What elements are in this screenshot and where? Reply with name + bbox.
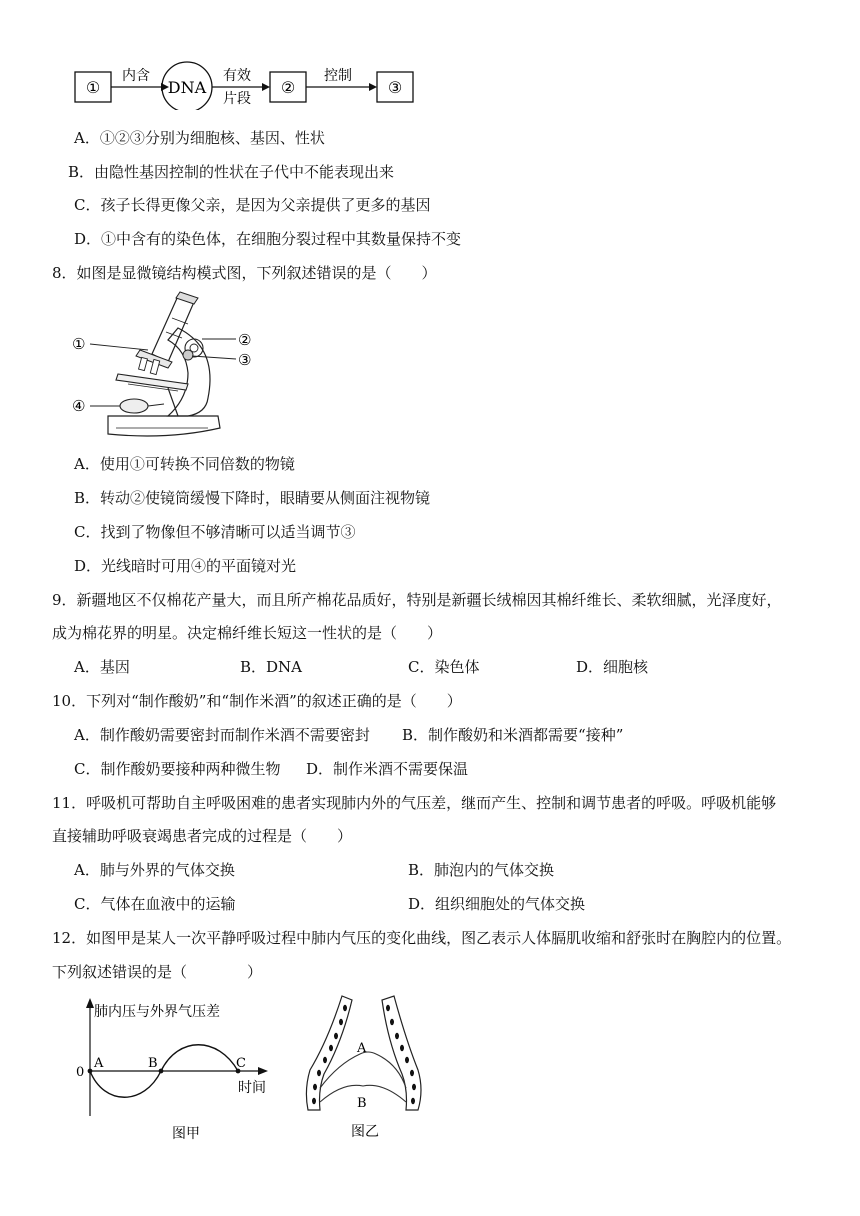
q7-option-b: B．由隐性基因控制的性状在子代中不能表现出来 [68,163,395,181]
q8-option-b: B．转动②使镜筒缓慢下降时，眼睛要从侧面注视物镜 [74,489,431,507]
q12-stem-line1: 12．如图甲是某人一次平静呼吸过程中肺内气压的变化曲线，图乙表示人体膈肌收缩和舒张时在胸腔内的位置。 [52,929,792,947]
graph-point-b: B [148,1056,158,1071]
graph-point-c: C [236,1056,246,1071]
q11-stem-line1: 11．呼吸机可帮助自主呼吸困难的患者实现肺内外的气压差，继而产生、控制和调节患者的呼吸。呼吸机能够 [52,794,777,812]
microscope-label-4: ④ [72,397,86,415]
q8-stem: 8．如图是显微镜结构模式图，下列叙述错误的是（ ） [52,264,437,282]
q12-stem-line2: 下列叙述错误的是（ ） [52,963,263,981]
q7-option-d: D．①中含有的染色体，在细胞分裂过程中其数量保持不变 [74,230,462,248]
q11-stem-line2: 直接辅助呼吸衰竭患者完成的过程是（ ） [52,827,353,845]
q10-stem: 10．下列对“制作酸奶”和“制作米酒”的叙述正确的是（ ） [52,692,462,710]
q11-option-c: C．气体在血液中的运输 [74,895,236,913]
q11-option-b: B．肺泡内的气体交换 [408,861,555,879]
q11-option-d: D．组织细胞处的气体交换 [408,895,586,913]
q10-option-a: A．制作酸奶需要密封而制作米酒不需要密封 [74,726,370,744]
q9-option-c: C．染色体 [408,658,480,676]
thorax-label-b: B [357,1096,367,1111]
flow-label-effective: 有效 [223,68,251,84]
graph-caption: 图甲 [172,1126,200,1142]
flow-label-control: 控制 [324,68,352,84]
thorax-caption: 图乙 [351,1124,379,1140]
q10-option-d: D．制作米酒不需要保温 [306,760,469,778]
q8-option-d: D．光线暗时可用④的平面镜对光 [74,557,297,575]
flow-diagram [60,58,440,110]
q8-option-c: C．找到了物像但不够清晰可以适当调节③ [74,523,356,541]
microscope-diagram [68,288,268,448]
q9-option-b: B．DNA [240,658,303,676]
flow-box1-label: ① [85,78,101,97]
q9-option-a: A．基因 [74,658,130,676]
q9-option-d: D．细胞核 [576,658,649,676]
pressure-graph [70,996,290,1146]
flow-circle-dna: DNA [167,78,207,97]
graph-point-a: A [94,1056,104,1071]
q10-option-c: C．制作酸奶要接种两种微生物 [74,760,281,778]
q9-stem-line1: 9．新疆地区不仅棉花产量大，而且所产棉花品质好，特别是新疆长绒棉因其棉纤维长、柔软细腻，光泽度好， [52,591,782,609]
q10-option-b: B．制作酸奶和米酒都需要“接种” [402,726,624,744]
microscope-label-3: ③ [238,351,252,369]
flow-label-fragment: 片段 [223,91,251,107]
q7-option-c: C．孩子长得更像父亲，是因为父亲提供了更多的基因 [74,196,431,214]
q9-stem-line2: 成为棉花界的明星。决定棉纤维长短这一性状的是（ ） [52,624,443,642]
q11-option-a: A．肺与外界的气体交换 [74,861,235,879]
microscope-label-2: ② [238,331,252,349]
q8-option-a: A．使用①可转换不同倍数的物镜 [74,455,295,473]
flow-box2-label: ② [280,78,296,97]
thorax-diagram [298,990,428,1150]
q7-option-a: A．①②③分别为细胞核、基因、性状 [74,129,325,147]
flow-box3-label: ③ [387,78,403,97]
graph-ylabel: 肺内压与外界气压差 [94,1004,220,1020]
thorax-label-a: A [357,1041,367,1056]
flow-label-contain: 内含 [122,68,150,84]
microscope-label-1: ① [72,335,86,353]
graph-origin: 0 [76,1065,85,1080]
graph-xlabel: 时间 [238,1080,266,1096]
